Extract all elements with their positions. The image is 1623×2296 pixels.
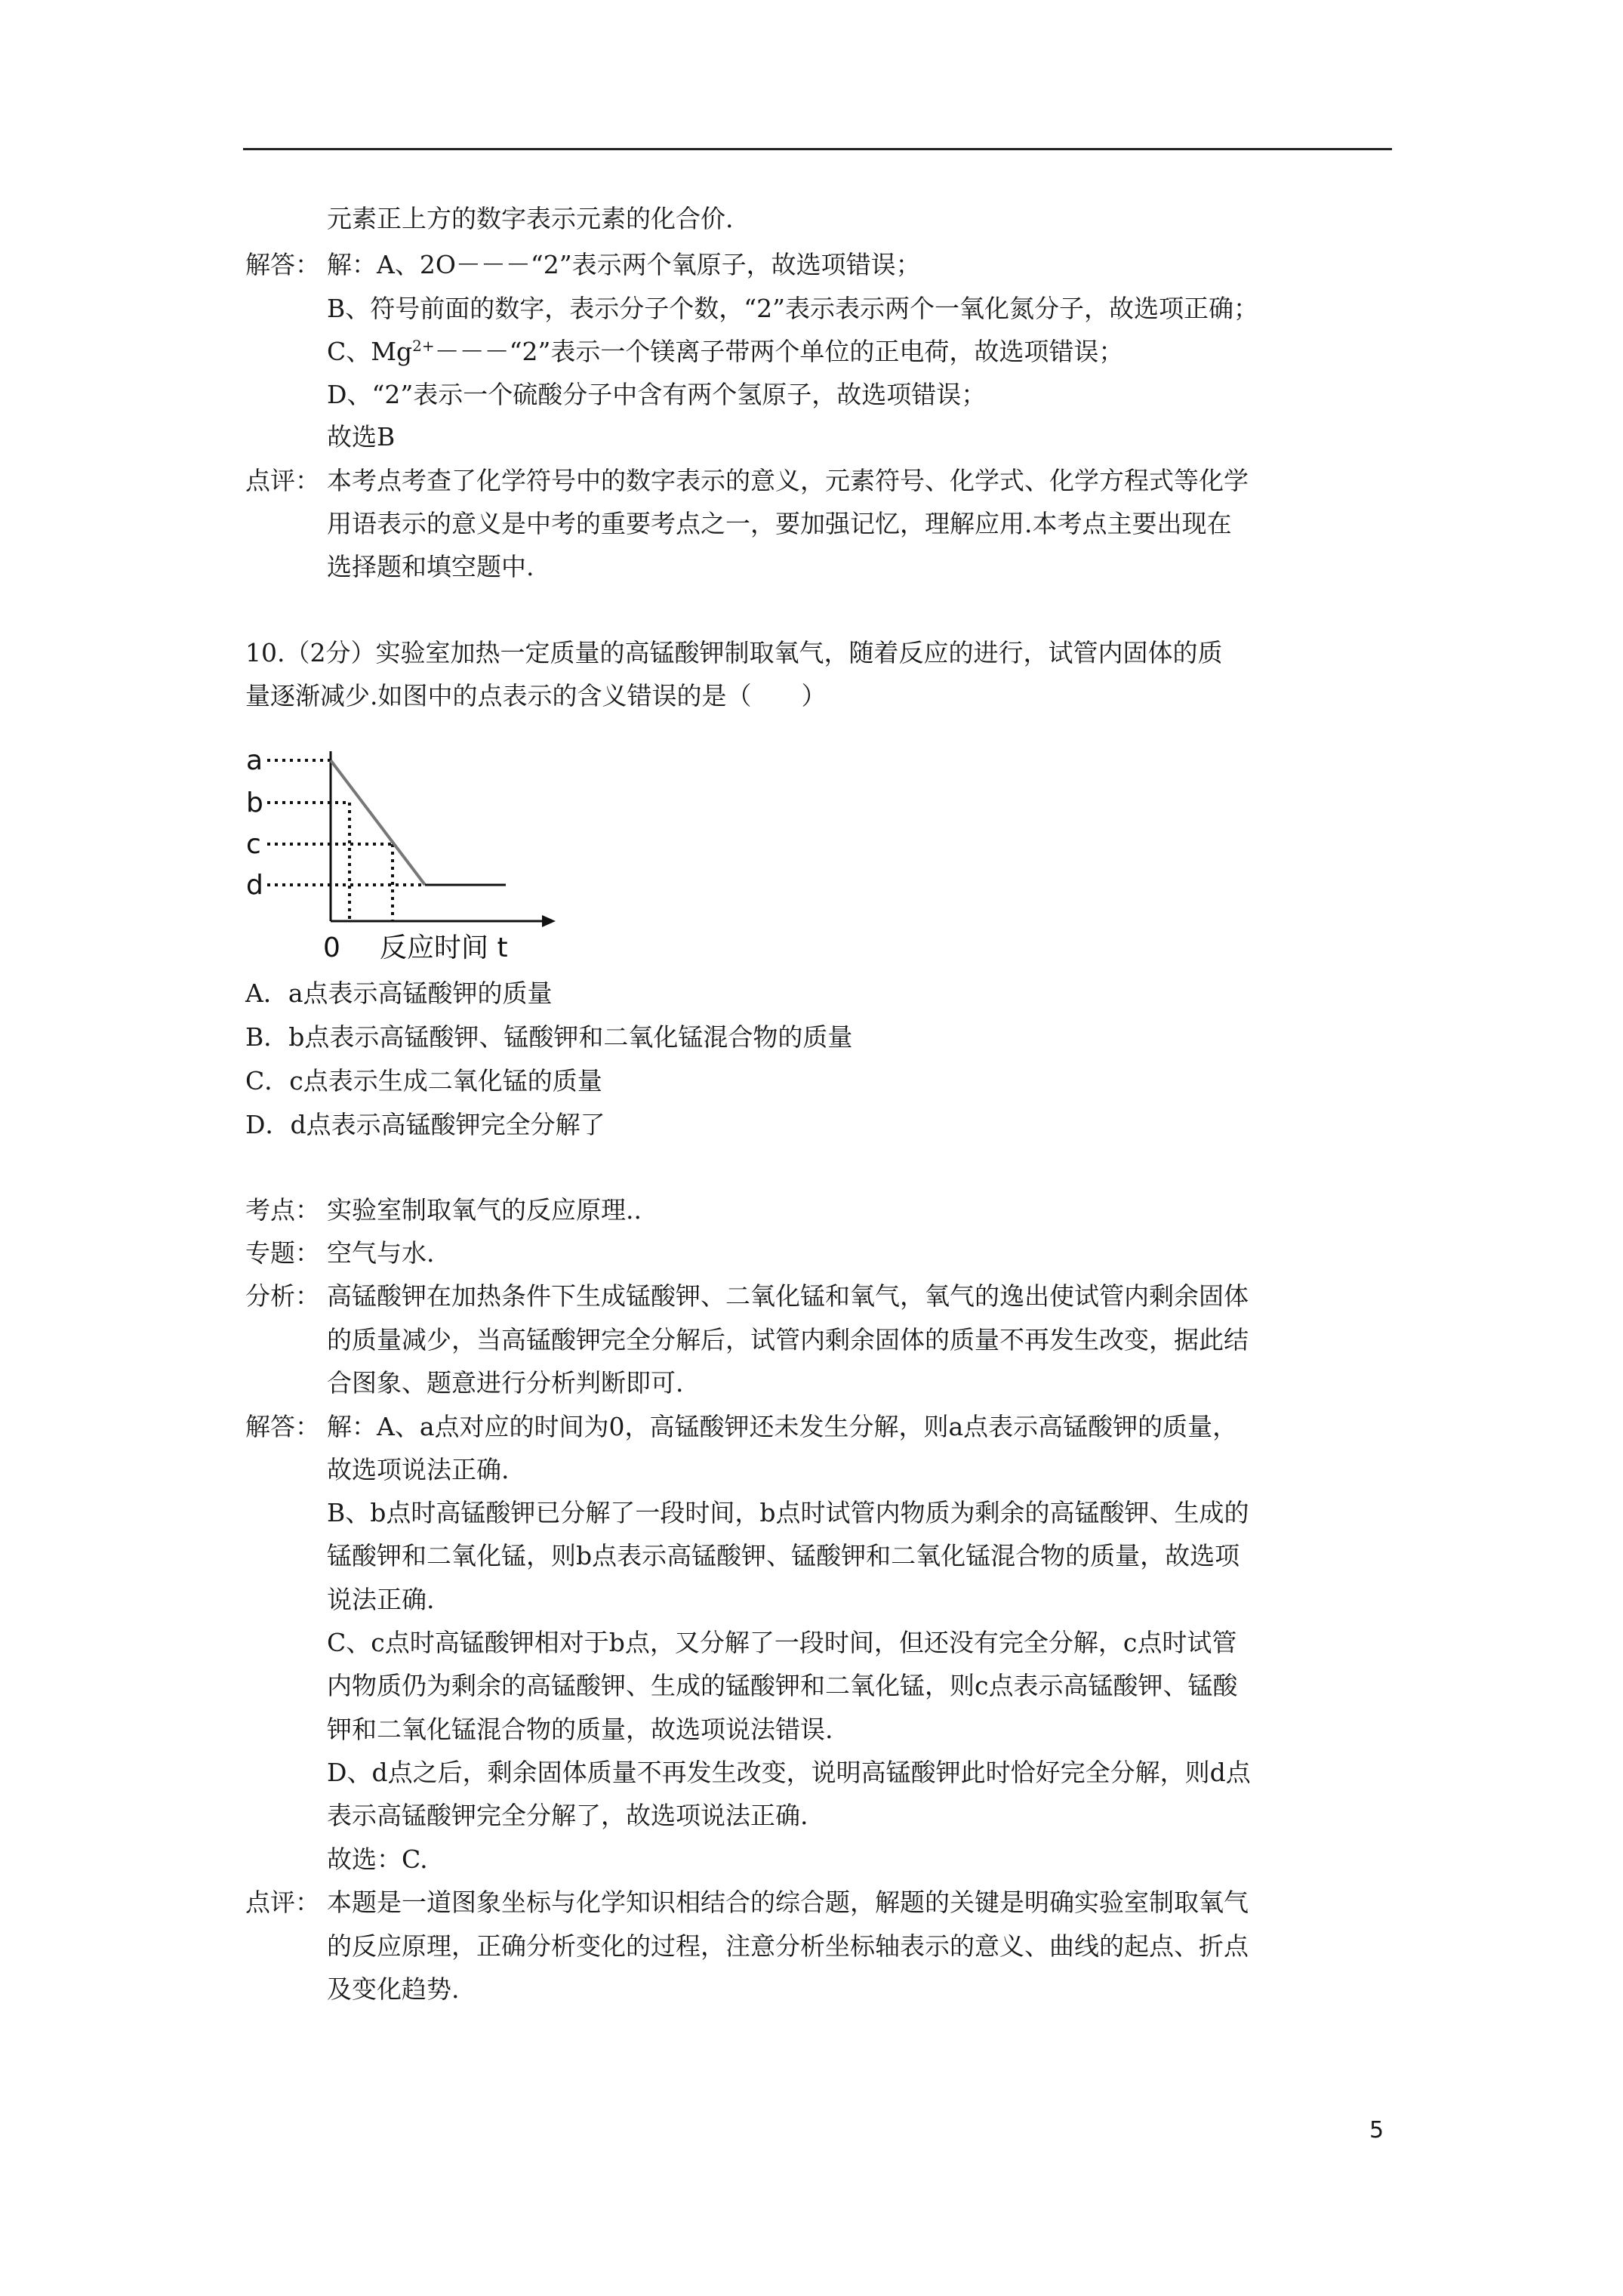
- jieda-label: 解答：: [245, 1412, 320, 1441]
- point-label-c: c: [246, 829, 261, 860]
- prev-answer-a: 解：A、2O－－－“2”表示两个氧原子，故选项错误；: [327, 250, 921, 279]
- fenxi-label: 分析：: [245, 1281, 320, 1311]
- jieda-line-6: C、c点时高锰酸钾相对于b点，又分解了一段时间，但还没有完全分解，c点时试管: [327, 1628, 1237, 1657]
- kaodian-text: 实验室制取氧气的反应原理..: [327, 1195, 642, 1225]
- jieda-line-5: 说法正确.: [327, 1585, 435, 1614]
- jieda-line-2: 故选项说法正确.: [327, 1455, 510, 1484]
- option-b: B．b点表示高锰酸钾、锰酸钾和二氧化锰混合物的质量: [245, 1022, 853, 1052]
- dianping-line-1: 本题是一道图象坐标与化学知识相结合的综合题，解题的关键是明确实验室制取氧气: [327, 1888, 1249, 1917]
- option-c: C．c点表示生成二氧化锰的质量: [245, 1066, 602, 1096]
- prev-comment-line-1: 本考点考查了化学符号中的数字表示的意义，元素符号、化学式、化学方程式等化学: [327, 466, 1249, 495]
- prev-comment-label: 点评：: [245, 466, 320, 495]
- kaodian-label: 考点：: [245, 1195, 320, 1225]
- point-label-d: d: [246, 870, 263, 901]
- jieda-line-7: 内物质仍为剩余的高锰酸钾、生成的锰酸钾和二氧化锰，则c点表示高锰酸钾、锰酸: [327, 1671, 1238, 1700]
- prev-answer-d: D、“2”表示一个硫酸分子中含有两个氢原子，故选项错误；: [327, 380, 987, 409]
- dianping-line-3: 及变化趋势.: [327, 1974, 460, 2004]
- page-number: 5: [1369, 2117, 1384, 2143]
- prev-answer-b: B、符号前面的数字，表示分子个数，“2”表示表示两个一氧化氮分子，故选项正确；: [327, 294, 1258, 323]
- option-d: D．d点表示高锰酸钾完全分解了: [245, 1110, 605, 1139]
- fenxi-line-2: 的质量减少，当高锰酸钾完全分解后，试管内剩余固体的质量不再发生改变，据此结: [327, 1325, 1249, 1354]
- jieda-line-8: 钾和二氧化锰混合物的质量，故选项说法错误.: [327, 1715, 833, 1744]
- jieda-line-1: 解：A、a点对应的时间为0，高锰酸钾还未发生分解，则a点表示高锰酸钾的质量，: [327, 1412, 1238, 1441]
- header-rule: [243, 148, 1392, 150]
- point-label-b: b: [246, 787, 263, 818]
- q10-stem-line-2: 量逐渐减少.如图中的点表示的含义错误的是（ ）: [245, 681, 827, 710]
- prev-comment-line-2: 用语表示的意义是中考的重要考点之一，要加强记忆，理解应用.本考点主要出现在: [327, 509, 1232, 538]
- jieda-line-4: 锰酸钾和二氧化锰，则b点表示高锰酸钾、锰酸钾和二氧化锰混合物的质量，故选项: [327, 1541, 1240, 1570]
- prev-answer-choice: 故选B: [327, 422, 396, 451]
- dianping-label: 点评：: [245, 1888, 320, 1917]
- zhuanti-label: 专题：: [245, 1238, 320, 1268]
- charge-superscript: 2+: [412, 337, 435, 355]
- jieda-line-3: B、b点时高锰酸钾已分解了一段时间，b点时试管内物质为剩余的高锰酸钾、生成的: [327, 1498, 1249, 1527]
- option-a: A．a点表示高锰酸钾的质量: [245, 978, 553, 1008]
- jieda-line-9: D、d点之后，剩余固体质量不再发生改变，说明高锰酸钾此时恰好完全分解，则d点: [327, 1758, 1251, 1787]
- origin-label: 0: [323, 932, 340, 963]
- point-label-a: a: [246, 745, 263, 776]
- mass-decrease-line: [331, 760, 425, 885]
- x-axis-label: 反应时间 t: [380, 932, 508, 963]
- fenxi-line-1: 高锰酸钾在加热条件下生成锰酸钾、二氧化锰和氧气，氧气的逸出使试管内剩余固体: [327, 1281, 1249, 1311]
- jieda-line-10: 表示高锰酸钾完全分解了，故选项说法正确.: [327, 1801, 808, 1830]
- x-axis-arrow: [542, 915, 556, 927]
- zhuanti-text: 空气与水.: [327, 1238, 435, 1268]
- fenxi-line-3: 合图象、题意进行分析判断即可.: [327, 1368, 684, 1398]
- prev-answer-c: C、$Mg^{2+}---“2$”表示一个镁离子带两个单位的正电荷，故选项错误；: [327, 337, 1124, 366]
- prev-comment-line-3: 选择题和填空题中.: [327, 552, 534, 581]
- q10-stem-line-1: 10.（2分）实验室加热一定质量的高锰酸钾制取氧气，随着反应的进行，试管内固体的质: [245, 638, 1223, 667]
- jieda-line-11: 故选：C.: [327, 1845, 428, 1874]
- mass-time-graph: [240, 736, 572, 978]
- prev-answer-label: 解答：: [245, 250, 320, 279]
- dianping-line-2: 的反应原理，正确分析变化的过程，注意分析坐标轴表示的意义、曲线的起点、折点: [327, 1931, 1249, 1961]
- prev-line-top: 元素正上方的数字表示元素的化合价.: [327, 204, 734, 233]
